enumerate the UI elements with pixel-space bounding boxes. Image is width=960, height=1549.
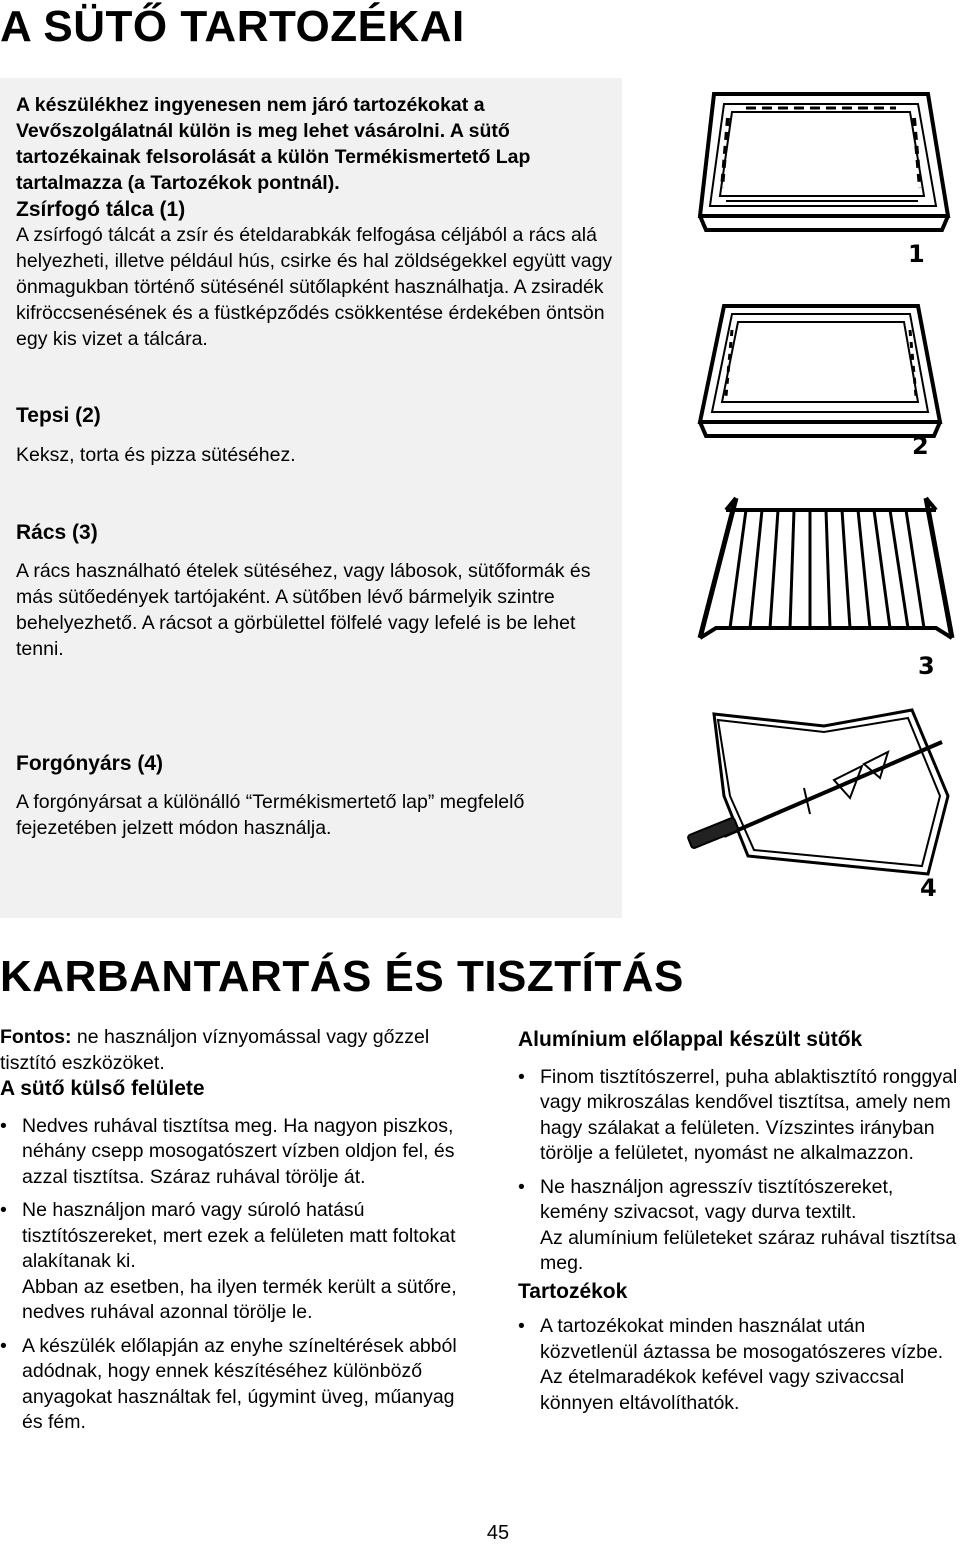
page-number: 45 bbox=[486, 1522, 510, 1544]
accessories-title: A SÜTŐ TARTOZÉKAI bbox=[0, 2, 465, 51]
baking-tray-illustration bbox=[696, 300, 946, 450]
figure-label-1: 1 bbox=[908, 240, 925, 268]
aluminium-bullet: • Finom tisztítószerrel, puha ablaktisztító ronggyal vagy mikroszálas kendővel tisztítsa, amely nem hagy szálakat a felületen. Vízszintes irányban törölje a felületet, nyomást ne alkalmazzon. bbox=[518, 1065, 958, 1167]
grill-rack-illustration bbox=[696, 488, 958, 658]
accessories-care-bullet: • A tartozékokat minden használat után közvetlenül áztassa be mosogatószeres vízbe. Az ételmaradékok kefével vagy szivaccsal könnyen eltávolíthatók. bbox=[518, 1314, 958, 1416]
maintenance-left-column bbox=[0, 1025, 470, 1436]
outer-bullet: • A készülék előlapján az enyhe színeltérések abból adódnak, hogy ennek készítéséhez különböző anyagokat használtak fel, úgymint üveg, műanyag és fém. bbox=[0, 1334, 470, 1436]
maintenance-right-column bbox=[518, 1027, 958, 1416]
item-text-drip-tray: A zsírfogó tálcát a zsír és ételdarabkák felfogása céljából a rács alá helyezheti, illetve például hús, csirke és hal zöldségekkel együtt vagy önmagukban történő sütésénél sütőlapként használhatja. A zsiradék kifröccsenésének és a füstképződés csökkentése érdekében öntsön egy kis vizet a tálcára. bbox=[16, 224, 613, 350]
figure-label-4: 4 bbox=[920, 874, 937, 902]
outer-surface-heading: A sütő külső felülete bbox=[0, 1077, 205, 1100]
item-text-rotisserie: A forgónyársat a különálló “Termékismertető lap” megfelelő fejezetében jelzett módon használja. bbox=[16, 791, 525, 839]
figure-label-2: 2 bbox=[912, 432, 929, 460]
item-heading-rotisserie: Forgónyárs (4) bbox=[16, 752, 164, 775]
aluminium-heading: Alumínium előlappal készült sütők bbox=[518, 1028, 863, 1051]
important-note bbox=[0, 1025, 470, 1076]
outer-bullet: • Nedves ruhával tisztítsa meg. Ha nagyon piszkos, néhány csepp mosogatószert vízben oldjon fel, és azzal tisztítsa. Száraz ruhával törölje át. bbox=[0, 1114, 470, 1191]
item-text-grill: A rács használható ételek sütéséhez, vagy lábosok, sütőformák és más sütőedények tartójaként. A sütőben lévő bármelyik szintre behelyezhető. A rácsot a görbülettel fölfelé vagy lefelé is be lehet tenni. bbox=[16, 560, 591, 660]
outer-bullet: • Ne használjon maró vagy súroló hatású tisztítószereket, mert ezek a felületen matt foltokat alakítanak ki. Abban az esetben, ha ilyen termék került a sütőre, nedves ruhával azonnal törölje le. bbox=[0, 1198, 470, 1326]
important-text: ne használjon víznyomással vagy gőzzel tisztító eszközöket. bbox=[0, 1026, 430, 1074]
item-heading-grill: Rács (3) bbox=[16, 521, 98, 544]
aluminium-bullet: • Ne használjon agresszív tisztítószereket, kemény szivacsot, vagy durva textilt. Az alumínium felületeket száraz ruhával tisztítsa meg. bbox=[518, 1175, 958, 1277]
drip-tray-illustration bbox=[696, 88, 956, 238]
accessories-care-heading: Tartozékok bbox=[518, 1279, 628, 1303]
important-label: Fontos: bbox=[0, 1026, 72, 1048]
item-heading-baking-tray: Tepsi (2) bbox=[16, 404, 101, 427]
maintenance-title: KARBANTARTÁS ÉS TISZTÍTÁS bbox=[0, 952, 684, 1001]
rotisserie-illustration bbox=[684, 706, 960, 906]
accessories-intro: A készülékhez ingyenesen nem járó tartozékokat a Vevőszolgálatnál külön is meg lehet vásárolni. A sütő tartozékainak felsorolását a külön Termékismertető Lap tartalmazza (a Tartozékok pontnál). bbox=[16, 94, 531, 194]
item-text-baking-tray: Keksz, torta és pizza sütéséhez. bbox=[16, 444, 296, 466]
figure-label-3: 3 bbox=[918, 652, 935, 680]
item-heading-drip-tray: Zsírfogó tálca (1) bbox=[16, 198, 186, 221]
